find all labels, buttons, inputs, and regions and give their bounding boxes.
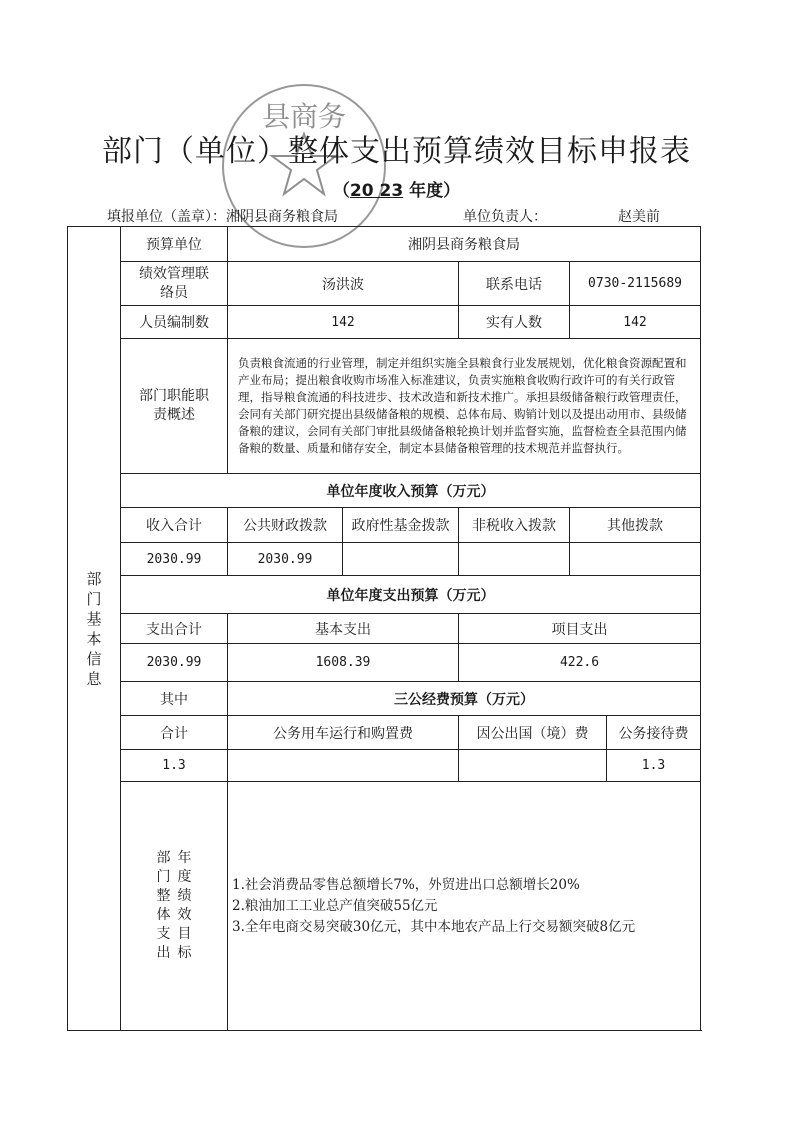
sangong-total-header: 合计 (121, 716, 228, 750)
expense-title: 单位年度支出预算（万元） (121, 576, 701, 614)
sangong-total-value: 1.3 (121, 750, 228, 782)
phone-value: 0730-2115689 (570, 262, 701, 306)
goals-list (228, 782, 701, 1031)
nontax-header: 非税收入拨款 (459, 508, 570, 543)
expense-total-header: 支出合计 (121, 614, 228, 644)
goal-item: 2.粮油加工工业总产值突破55亿元 (232, 897, 438, 914)
actual-staff-label: 实有人数 (459, 306, 570, 339)
fill-unit (107, 206, 338, 226)
contact-label: 绩效管理联络员 (121, 262, 228, 306)
page-title: 部门（单位）整体支出预算绩效目标申报表 (102, 134, 691, 169)
nontax-value (459, 543, 570, 576)
duty-text: 负责粮食流通的行业管理，制定并组织实施全县粮食行业发展规划，优化粮食资源配置和产业布局；提出粮食收购市场准入标准建议，负责实施粮食收购行政许可的有关行政管理，指导粮食流通的科技进步、技术改造和新技术推广。承担县级储备粮行政管理责任，会同有关部门研究提出县级储备粮的规模、总体布局、购销计划以及提出动用市、县级储备粮的建议，会同有关部门审批县级储备粮轮换计划并监督实施，监督检查全县范围内储备粮的数量、质量和储存安全，制定本县储备粮管理的技术规范并监督执行。 (228, 339, 701, 474)
reception-header: 公务接待费 (607, 716, 701, 750)
project-expense-value: 422.6 (459, 644, 701, 682)
other-income-header: 其他拨款 (570, 508, 701, 543)
section-goals (121, 782, 228, 1031)
goal-item: 3.全年电商交易突破30亿元，其中本地农产品上行交易额突破8亿元 (232, 918, 636, 935)
section-goals-col1: 部门整体支出 (156, 850, 171, 961)
gov-fund-value (343, 543, 459, 576)
duty-label: 部门职能职责概述 (121, 339, 228, 474)
fill-unit-label: 填报单位（盖章）： (107, 209, 226, 225)
income-total-value: 2030.99 (121, 543, 228, 576)
unit-leader-label: 单位负责人： (463, 209, 547, 225)
sangong-title: 三公经费预算（万元） (228, 682, 701, 716)
budget-form (67, 226, 701, 1031)
basic-expense-header: 基本支出 (228, 614, 459, 644)
income-total-header: 收入合计 (121, 508, 228, 543)
abroad-value (459, 750, 607, 782)
staff-label: 人员编制数 (121, 306, 228, 339)
project-expense-header: 项目支出 (459, 614, 701, 644)
budget-unit-label: 预算单位 (121, 227, 228, 262)
section-goals-col2: 年度绩效目标 (177, 850, 192, 961)
staff-value: 142 (228, 306, 459, 339)
year-line: （20 23 年度） (332, 181, 461, 201)
basic-expense-value: 1608.39 (228, 644, 459, 682)
gov-fund-header: 政府性基金拨款 (343, 508, 459, 543)
section-basic-info: 部门基本信息 (68, 227, 121, 1031)
among-label: 其中 (121, 682, 228, 716)
budget-unit-value: 湘阴县商务粮食局 (228, 227, 701, 262)
contact-value: 汤洪波 (228, 262, 459, 306)
public-finance-value: 2030.99 (228, 543, 343, 576)
income-title: 单位年度收入预算（万元） (121, 474, 701, 508)
actual-staff-value: 142 (570, 306, 701, 339)
public-finance-header: 公共财政拨款 (228, 508, 343, 543)
reception-value: 1.3 (607, 750, 701, 782)
fill-unit-value: 湘阴县商务粮食局 (226, 209, 338, 225)
vehicle-header: 公务用车运行和购置费 (228, 716, 459, 750)
phone-label: 联系电话 (459, 262, 570, 306)
abroad-header: 因公出国（境）费 (459, 716, 607, 750)
year-value: 20 23 (349, 181, 404, 201)
seal-text: 县商务 (262, 100, 347, 133)
goal-item: 1.社会消费品零售总额增长7%，外贸进出口总额增长20% (232, 876, 580, 893)
vehicle-value (228, 750, 459, 782)
other-income-value (570, 543, 701, 576)
expense-total-value: 2030.99 (121, 644, 228, 682)
unit-leader-value: 赵美前 (618, 209, 660, 225)
